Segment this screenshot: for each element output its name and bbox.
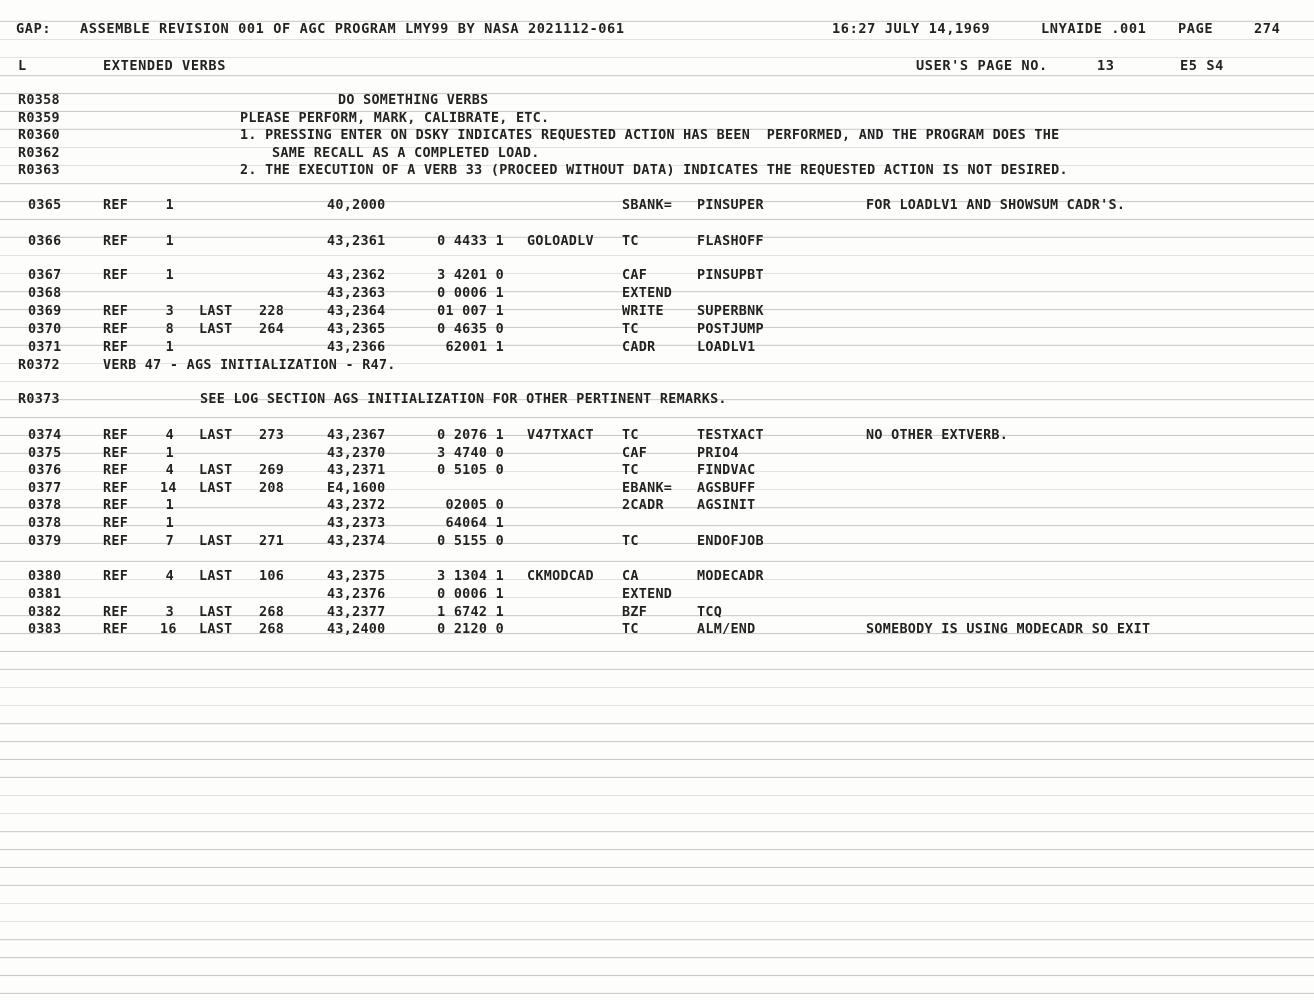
memory-address: 43,2375 xyxy=(327,569,386,584)
listing-row xyxy=(0,110,1314,128)
memory-address: 43,2367 xyxy=(327,428,386,443)
assembly-datetime: 16:27 JULY 14,1969 xyxy=(832,21,991,37)
last-tag: LAST xyxy=(199,463,233,478)
symbol-label: CKMODCAD xyxy=(527,569,594,584)
users-page-label: USER'S PAGE NO. xyxy=(916,58,1048,74)
octal-word: 02005 0 xyxy=(445,498,504,513)
line-number: 0368 xyxy=(28,286,62,301)
listing-row xyxy=(0,285,1314,303)
operand: ALM/END xyxy=(697,622,756,637)
ref-count: 3 xyxy=(165,304,174,319)
ref-tag: REF xyxy=(103,481,129,496)
octal-word: 3 1304 1 xyxy=(437,569,504,584)
opcode: CADR xyxy=(622,340,656,355)
listing-row xyxy=(0,145,1314,163)
octal-word: 3 4201 0 xyxy=(437,268,504,283)
memory-address: 43,2373 xyxy=(327,516,386,531)
operand: FLASHOFF xyxy=(697,234,764,249)
listing-row xyxy=(0,357,1314,375)
operand: AGSBUFF xyxy=(697,481,756,496)
last-line: 268 xyxy=(259,605,285,620)
assembler-tag: GAP: xyxy=(16,21,52,37)
ref-count: 3 xyxy=(165,605,174,620)
opcode: TC xyxy=(622,428,639,443)
ref-tag: REF xyxy=(103,516,129,531)
memory-address: 43,2370 xyxy=(327,446,386,461)
ref-tag: REF xyxy=(103,322,129,337)
ref-tag: REF xyxy=(103,569,129,584)
opcode: TC xyxy=(622,463,639,478)
octal-word: 0 2076 1 xyxy=(437,428,504,443)
remark-text: DO SOMETHING VERBS xyxy=(338,93,489,108)
line-number: 0369 xyxy=(28,304,62,319)
listing-row xyxy=(0,515,1314,533)
listing-row xyxy=(0,197,1314,215)
comment-text: FOR LOADLV1 AND SHOWSUM CADR'S. xyxy=(866,198,1126,213)
octal-word: 3 4740 0 xyxy=(437,446,504,461)
remark-text: 2. THE EXECUTION OF A VERB 33 (PROCEED WITHOUT DATA) INDICATES THE REQUESTED ACTION IS NOT DESIRED. xyxy=(240,163,1068,178)
memory-address: 40,2000 xyxy=(327,198,386,213)
ref-tag: REF xyxy=(103,198,129,213)
ref-count: 14 xyxy=(160,481,177,496)
line-number: R0362 xyxy=(18,146,60,161)
line-number: 0378 xyxy=(28,498,62,513)
listing-row xyxy=(0,127,1314,145)
memory-address: 43,2364 xyxy=(327,304,386,319)
memory-address: 43,2361 xyxy=(327,234,386,249)
listing-row xyxy=(0,321,1314,339)
operand: SUPERBNK xyxy=(697,304,764,319)
last-tag: LAST xyxy=(199,481,233,496)
memory-address: 43,2376 xyxy=(327,587,386,602)
line-number: 0374 xyxy=(28,428,62,443)
listing-row xyxy=(0,445,1314,463)
memory-address: 43,2372 xyxy=(327,498,386,513)
opcode: EXTEND xyxy=(622,587,673,602)
listing-row xyxy=(0,604,1314,622)
ref-count: 4 xyxy=(165,463,174,478)
operand: LOADLV1 xyxy=(697,340,756,355)
ref-count: 8 xyxy=(165,322,174,337)
memory-address: 43,2400 xyxy=(327,622,386,637)
ref-count: 1 xyxy=(165,340,174,355)
ref-tag: REF xyxy=(103,534,129,549)
octal-word: 0 4433 1 xyxy=(437,234,504,249)
line-number: 0377 xyxy=(28,481,62,496)
symbol-label: GOLOADLV xyxy=(527,234,594,249)
octal-word: 0 5105 0 xyxy=(437,463,504,478)
opcode: BZF xyxy=(622,605,648,620)
ref-count: 1 xyxy=(165,268,174,283)
section-header xyxy=(0,57,1314,75)
opcode: TC xyxy=(622,622,639,637)
memory-address: 43,2365 xyxy=(327,322,386,337)
line-number: 0380 xyxy=(28,569,62,584)
opcode: EXTEND xyxy=(622,286,673,301)
operand: PRIO4 xyxy=(697,446,739,461)
memory-address: 43,2371 xyxy=(327,463,386,478)
memory-address: 43,2362 xyxy=(327,268,386,283)
ref-tag: REF xyxy=(103,446,129,461)
assembly-title: ASSEMBLE REVISION 001 OF AGC PROGRAM LMY99 BY NASA 2021112-061 xyxy=(80,21,625,37)
operand: AGSINIT xyxy=(697,498,756,513)
ref-count: 16 xyxy=(160,622,177,637)
listing-row xyxy=(0,497,1314,515)
ref-count: 1 xyxy=(165,516,174,531)
operand: PINSUPER xyxy=(697,198,764,213)
line-number: 0379 xyxy=(28,534,62,549)
opcode: CAF xyxy=(622,268,648,283)
octal-word: 0 0006 1 xyxy=(437,286,504,301)
opcode: WRITE xyxy=(622,304,664,319)
last-tag: LAST xyxy=(199,428,233,443)
ref-tag: REF xyxy=(103,428,129,443)
remark-text: PLEASE PERFORM, MARK, CALIBRATE, ETC. xyxy=(240,111,550,126)
line-number: R0363 xyxy=(18,163,60,178)
listing-row xyxy=(0,568,1314,586)
comment-text: NO OTHER EXTVERB. xyxy=(866,428,1009,443)
operand: PINSUPBT xyxy=(697,268,764,283)
line-number: 0383 xyxy=(28,622,62,637)
last-line: 228 xyxy=(259,304,285,319)
section-code: E5 S4 xyxy=(1180,58,1224,74)
line-number: R0372 xyxy=(18,358,60,373)
line-number: R0360 xyxy=(18,128,60,143)
octal-word: 0 0006 1 xyxy=(437,587,504,602)
operand: MODECADR xyxy=(697,569,764,584)
operand: ENDOFJOB xyxy=(697,534,764,549)
ref-count: 1 xyxy=(165,198,174,213)
operand: TESTXACT xyxy=(697,428,764,443)
remark-text: SAME RECALL AS A COMPLETED LOAD. xyxy=(272,146,540,161)
operand: POSTJUMP xyxy=(697,322,764,337)
octal-word: 0 4635 0 xyxy=(437,322,504,337)
page-header xyxy=(0,20,1314,38)
listing-row xyxy=(0,462,1314,480)
line-number: 0381 xyxy=(28,587,62,602)
listing-row xyxy=(0,427,1314,445)
line-number: 0382 xyxy=(28,605,62,620)
listing-row xyxy=(0,533,1314,551)
ref-tag: REF xyxy=(103,234,129,249)
last-line: 269 xyxy=(259,463,285,478)
ref-count: 1 xyxy=(165,446,174,461)
listing-row xyxy=(0,586,1314,604)
ref-tag: REF xyxy=(103,268,129,283)
opcode: 2CADR xyxy=(622,498,664,513)
octal-word: 0 5155 0 xyxy=(437,534,504,549)
listing-row xyxy=(0,162,1314,180)
opcode: TC xyxy=(622,534,639,549)
listing-row xyxy=(0,92,1314,110)
octal-word: 62001 1 xyxy=(445,340,504,355)
listing-row xyxy=(0,391,1314,409)
listing-row xyxy=(0,303,1314,321)
octal-word: 0 2120 0 xyxy=(437,622,504,637)
operand: FINDVAC xyxy=(697,463,756,478)
ref-count: 7 xyxy=(165,534,174,549)
memory-address: E4,1600 xyxy=(327,481,386,496)
remark-text: SEE LOG SECTION AGS INITIALIZATION FOR OTHER PERTINENT REMARKS. xyxy=(200,392,727,407)
operand: TCQ xyxy=(697,605,723,620)
listing-row xyxy=(0,233,1314,251)
last-tag: LAST xyxy=(199,605,233,620)
opcode: TC xyxy=(622,234,639,249)
memory-address: 43,2366 xyxy=(327,340,386,355)
opcode: EBANK= xyxy=(622,481,673,496)
ref-tag: REF xyxy=(103,463,129,478)
ref-count: 1 xyxy=(165,498,174,513)
last-tag: LAST xyxy=(199,304,233,319)
remark-text: VERB 47 - AGS INITIALIZATION - R47. xyxy=(103,358,396,373)
page-number: 274 xyxy=(1254,21,1281,37)
ref-count: 4 xyxy=(165,428,174,443)
memory-address: 43,2374 xyxy=(327,534,386,549)
line-number: 0366 xyxy=(28,234,62,249)
line-number: R0359 xyxy=(18,111,60,126)
symbol-label: V47TXACT xyxy=(527,428,594,443)
opcode: SBANK= xyxy=(622,198,673,213)
line-number: 0371 xyxy=(28,340,62,355)
comment-text: SOMEBODY IS USING MODECADR SO EXIT xyxy=(866,622,1151,637)
listing-row xyxy=(0,339,1314,357)
last-line: 271 xyxy=(259,534,285,549)
octal-word: 01 007 1 xyxy=(437,304,504,319)
octal-word: 1 6742 1 xyxy=(437,605,504,620)
assembly-user: LNYAIDE .001 xyxy=(1041,21,1147,37)
line-number: 0378 xyxy=(28,516,62,531)
section-mark: L xyxy=(18,58,27,74)
memory-address: 43,2363 xyxy=(327,286,386,301)
remark-text: 1. PRESSING ENTER ON DSKY INDICATES REQUESTED ACTION HAS BEEN PERFORMED, AND THE PROGRAM DOES THE xyxy=(240,128,1060,143)
ref-tag: REF xyxy=(103,498,129,513)
line-number: 0367 xyxy=(28,268,62,283)
memory-address: 43,2377 xyxy=(327,605,386,620)
last-line: 264 xyxy=(259,322,285,337)
octal-word: 64064 1 xyxy=(445,516,504,531)
page-label: PAGE xyxy=(1178,21,1214,37)
last-line: 268 xyxy=(259,622,285,637)
last-line: 208 xyxy=(259,481,285,496)
opcode: CAF xyxy=(622,446,648,461)
ref-tag: REF xyxy=(103,605,129,620)
ref-tag: REF xyxy=(103,622,129,637)
ref-count: 4 xyxy=(165,569,174,584)
line-number: R0373 xyxy=(18,392,60,407)
last-tag: LAST xyxy=(199,569,233,584)
last-tag: LAST xyxy=(199,534,233,549)
section-title: EXTENDED VERBS xyxy=(103,58,226,74)
line-number: 0376 xyxy=(28,463,62,478)
ref-tag: REF xyxy=(103,340,129,355)
line-number: 0365 xyxy=(28,198,62,213)
listing-row xyxy=(0,621,1314,639)
listing-row xyxy=(0,267,1314,285)
listing-row xyxy=(0,480,1314,498)
line-number: 0370 xyxy=(28,322,62,337)
line-number: R0358 xyxy=(18,93,60,108)
opcode: CA xyxy=(622,569,639,584)
last-tag: LAST xyxy=(199,622,233,637)
users-page-number: 13 xyxy=(1097,58,1115,74)
ref-count: 1 xyxy=(165,234,174,249)
last-line: 106 xyxy=(259,569,285,584)
opcode: TC xyxy=(622,322,639,337)
last-tag: LAST xyxy=(199,322,233,337)
last-line: 273 xyxy=(259,428,285,443)
ref-tag: REF xyxy=(103,304,129,319)
line-number: 0375 xyxy=(28,446,62,461)
